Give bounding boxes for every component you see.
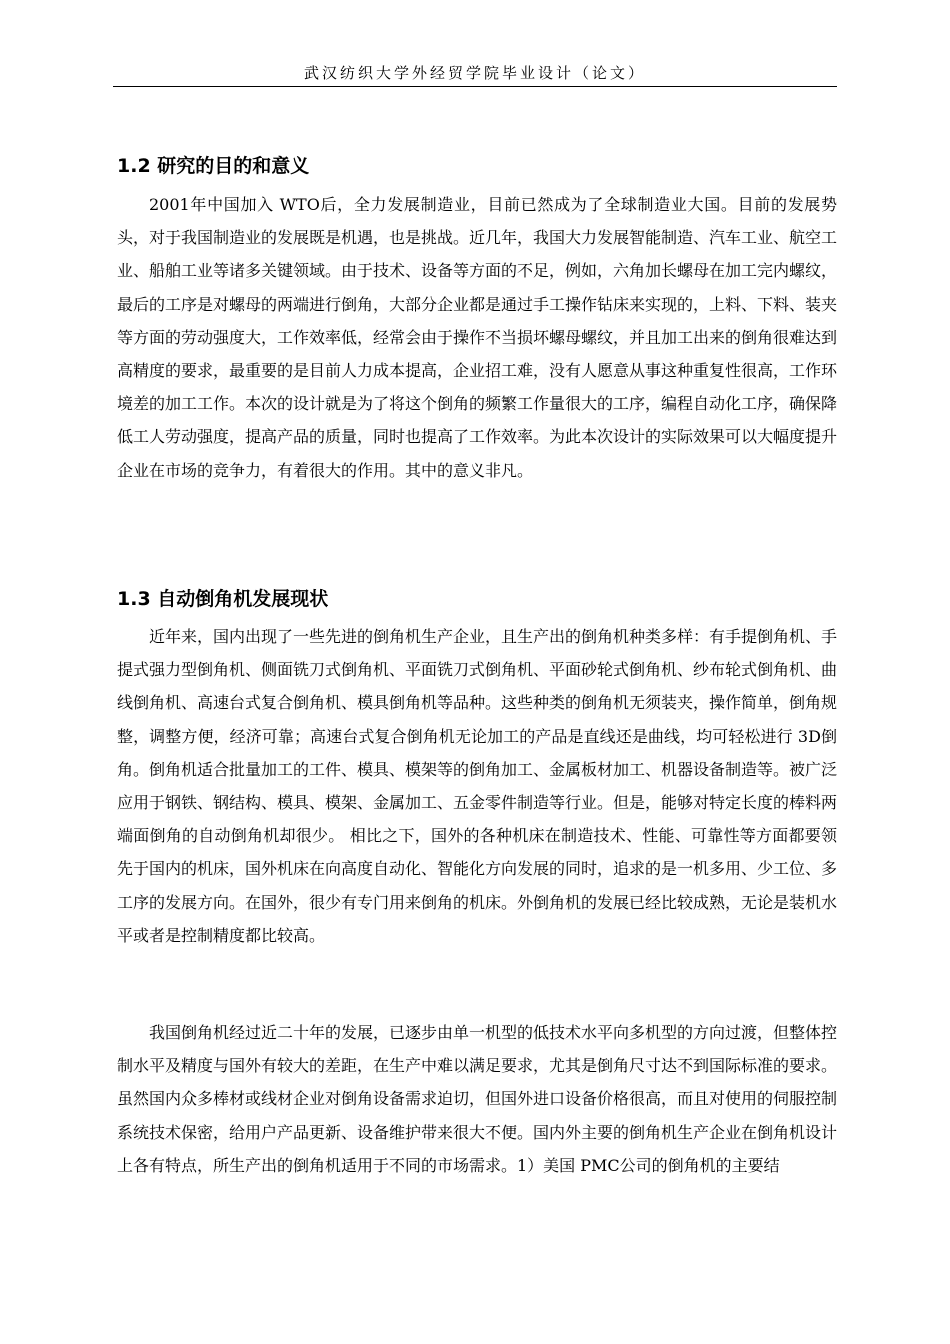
section-heading-1-3: 1.3 自动倒角机发展现状	[117, 588, 329, 610]
page-header-title: 武汉纺织大学外经贸学院毕业设计（论文）	[303, 64, 646, 82]
header-divider	[113, 86, 837, 87]
section-1-3-paragraph-1: 近年来，国内出现了一些先进的倒角机生产企业，且生产出的倒角机种类多样：有手提倒角机、手提式强力型倒角机、侧面铣刀式倒角机、平面铣刀式倒角机、平面砂轮式倒角机、纱布轮式倒角机、曲线倒角机、高速台式复合倒角机、模具倒角机等品种。这些种类的倒角机无须装夹，操作简单，倒角规整，调整方便，经济可靠；高速台式复合倒角机无论加工的产品是直线还是曲线，均可轻松进行 3D倒角。倒角机适合批量加工的工件、模具、模架等的倒角加工、金属板材加工、机器设备制造等。被广泛应用于钢铁、钢结构、模具、模架、金属加工、五金零件制造等行业。但是，能够对特定长度的棒料两端面倒角的自动倒角机却很少。 相比之下，国外的各种机床在制造技术、性能、可靠性等方面都要领先于国内的机床，国外机床在向高度自动化、智能化方向发展的同时，追求的是一机多用、少工位、多工序的发展方向。在国外，很少有专门用来倒角的机床。外倒角机的发展已经比较成熟，无论是装机水平或者是控制精度都比较高。	[117, 627, 838, 945]
section-1-2-paragraph-1: 2001年中国加入 WTO后，全力发展制造业，目前已然成为了全球制造业大国。目前的发展势头，对于我国制造业的发展既是机遇，也是挑战。近几年，我国大力发展智能制造、汽车工业、航空工业、船舶工业等诸多关键领域。由于技术、设备等方面的不足，例如，六角加长螺母在加工完内螺纹，最后的工序是对螺母的两端进行倒角，大部分企业都是通过手工操作钻床来实现的，上料、下料、装夹等方面的劳动强度大，工作效率低，经常会由于操作不当损坏螺母螺纹，并且加工出来的倒角很难达到高精度的要求，最重要的是目前人力成本提高，企业招工难，没有人愿意从事这种重复性很高，工作环境差的加工工作。本次的设计就是为了将这个倒角的频繁工作量很大的工序，编程自动化工序，确保降低工人劳动强度，提高产品的质量，同时也提高了工作效率。为此本次设计的实际效果可以大幅度提升企业在市场的竞争力，有着很大的作用。其中的意义非凡。	[117, 195, 838, 480]
section-1-3-paragraph-2: 我国倒角机经过近二十年的发展，已逐步由单一机型的低技术水平向多机型的方向过渡，但整体控制水平及精度与国外有较大的差距，在生产中难以满足要求，尤其是倒角尺寸达不到国际标准的要求。虽然国内众多棒材或线材企业对倒角设备需求迫切，但国外进口设备价格很高，而且对使用的伺服控制系统技术保密，给用户产品更新、设备维护带来很大不便。国内外主要的倒角机生产企业在倒角机设计上各有特点，所生产出的倒角机适用于不同的市场需求。1）美国 PMC公司的倒角机的主要结	[117, 1023, 838, 1175]
section-heading-1-2: 1.2 研究的目的和意义	[117, 155, 310, 177]
